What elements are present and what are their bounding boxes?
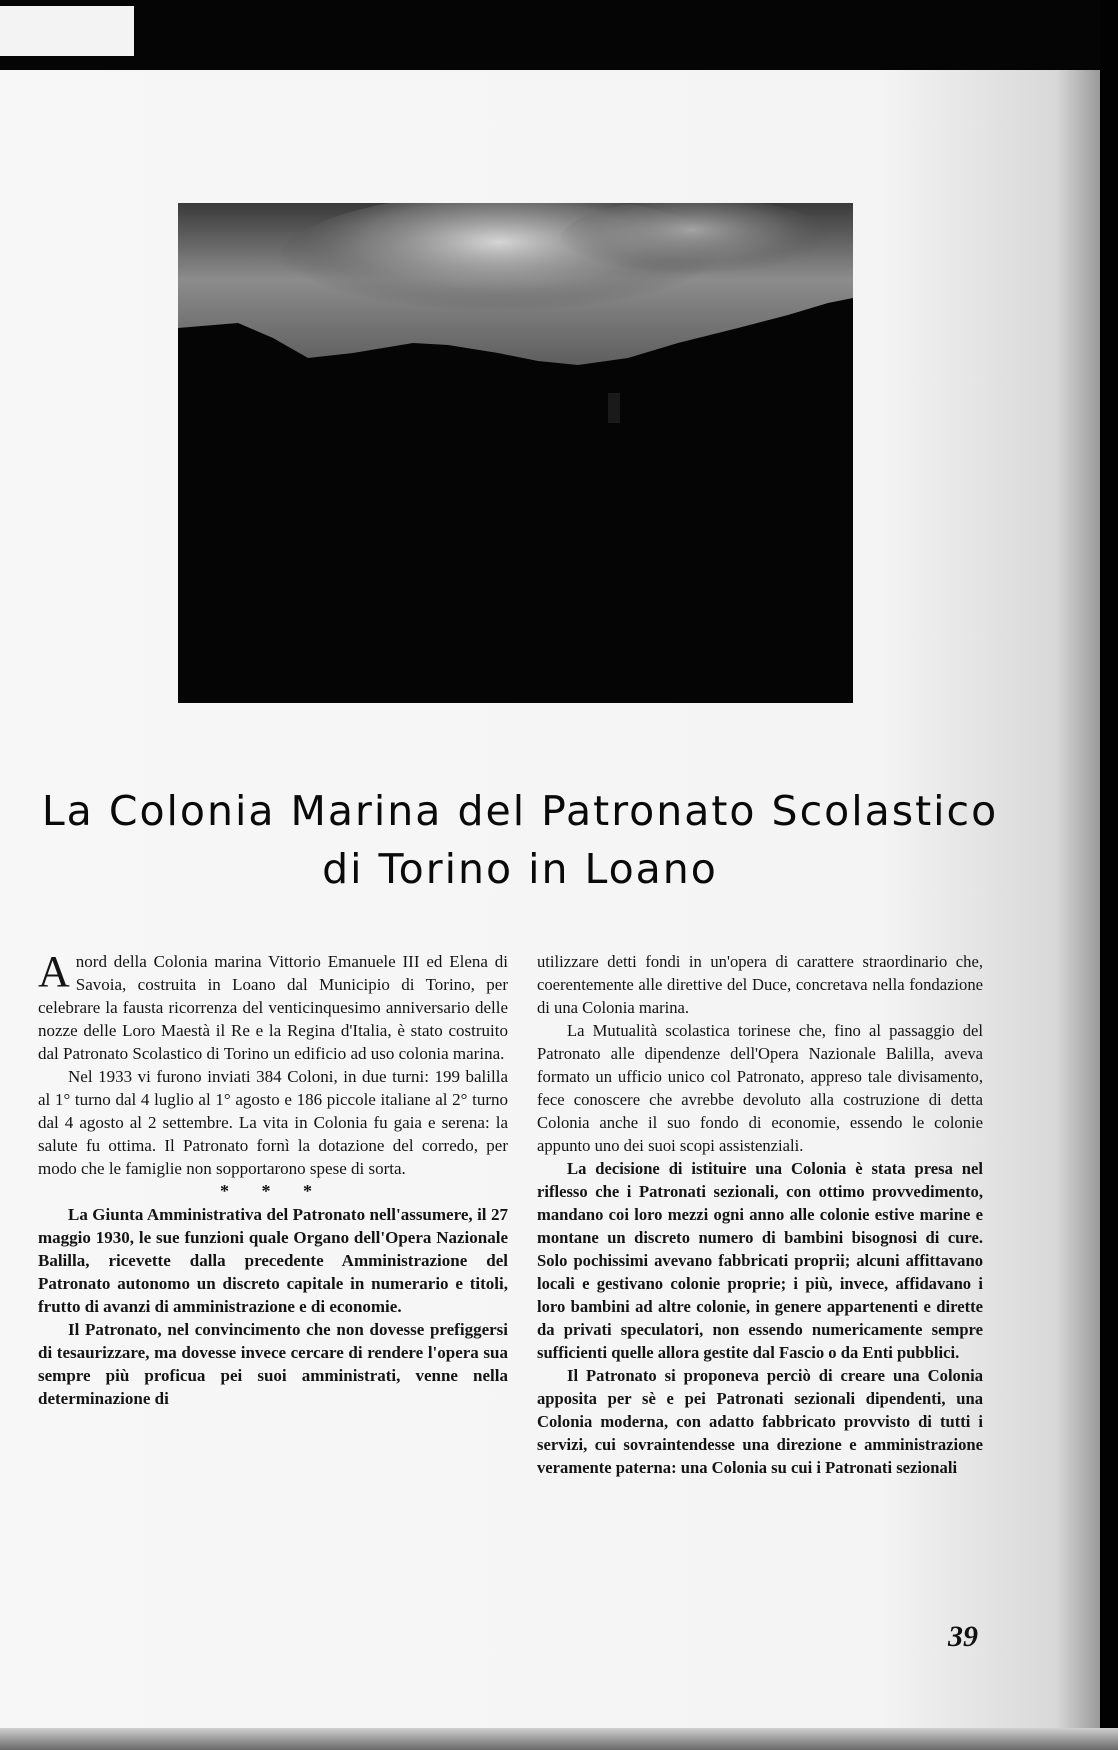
paragraph: Il Patronato, nel convincimento che non dovesse prefiggersi di tesaurizzare, ma dovesse invece cercare di rendere l'opera sua sempre più proficua pei suoi amministrati, venne nella determinazione di [38, 1320, 508, 1408]
landscape-photo [178, 203, 853, 703]
title-line-1: La Colonia Marina del Patronato Scolastico [41, 787, 999, 835]
paragraph [38, 947, 508, 1065]
paragraph: utilizzare detti fondi in un'opera di carattere straordinario che, coerentemente alle direttive del Duce, concretava nella fondazione di una Colonia marina. [537, 952, 983, 1017]
scan-right-border [1100, 0, 1118, 1750]
article-title [30, 782, 1010, 898]
paragraph: La Giunta Amministrativa del Patronato nell'assumere, il 27 maggio 1930, le sue funzioni quale Organo dell'Opera Nazionale Balilla, ricevette dalla precedente Amministrazione del Patronato autonomo un discreto capitale in numerario e titoli, frutto di avanzi di amministrazione e di economie. [38, 1205, 508, 1316]
mountain-landscape-photo-icon [178, 203, 853, 703]
paragraph: Il Patronato si proponeva perciò di creare una Colonia apposita per sè e pei Patronati sezionali dipendenti, una Colonia moderna, con adatto fabbricato provvisto di tutti i servizi, cui sovraintendesse una direzione e amministrazione veramente paterna: una Colonia su cui i Patronati sezionali [537, 1366, 983, 1477]
scan-bottom-border [0, 1728, 1118, 1750]
right-column [537, 950, 983, 1479]
page-number: 39 [948, 1620, 978, 1653]
section-separator: * * * [220, 1181, 326, 1201]
left-column [38, 947, 508, 1410]
paragraph: La decisione di istituire una Colonia è stata presa nel riflesso che i Patronati sezionali, con ottimo provvedimento, mandano coi loro mezzi ogni anno alle colonie estive marine e montane un discreto numero di bambini bisognosi di cure. Solo pochissimi avevano fabbricati proprii; alcuni affittavano locali e gestivano colonie proprie; i più, invece, affidavano i loro bambini ad altre colonie, in genere appartenenti e dirette da privati speculatori, non essendo numericamente sempre sufficienti quelle allora gestite dal Fascio o da Enti pubblici. [537, 1159, 983, 1362]
paragraph-text: nord della Colonia marina Vittorio Emanuele III ed Elena di Savoia, costruita in Loano dal Municipio di Torino, per celebrare la fausta ricorrenza del venticinquesimo anniversario delle nozze delle Loro Maestà il Re e la Regina d'Italia, è stato costruito dal Patronato Scolastico di Torino un edificio ad uso colonia marina. [38, 952, 508, 1063]
paragraph: La Mutualità scolastica torinese che, fino al passaggio del Patronato alle dipendenze dell'Opera Nazionale Balilla, aveva formato un ufficio unico col Patronato, appreso tale divisamento, fece conoscere che avrebbe devoluto alla costruzione di detta Colonia anche il suo fondo di economie, essendo le colonie appunto uno dei suoi scopi assistenziali. [537, 1021, 983, 1155]
title-line-2: di Torino in Loano [322, 845, 718, 893]
scan-corner-tab [0, 6, 134, 56]
drop-cap: A [38, 947, 70, 996]
paragraph: Nel 1933 vi furono inviati 384 Coloni, in due turni: 199 balilla al 1° turno dal 4 luglio al 1° agosto e 186 piccole italiane al 2° turno dal 4 agosto al 2 settembre. La vita in Colonia fu gaia e serena: la salute fu ottima. Il Patronato fornì la dotazione del corredo, per modo che le famiglie non sopportarono spese di sorta. [38, 1067, 508, 1178]
scan-top-border [0, 0, 1118, 70]
